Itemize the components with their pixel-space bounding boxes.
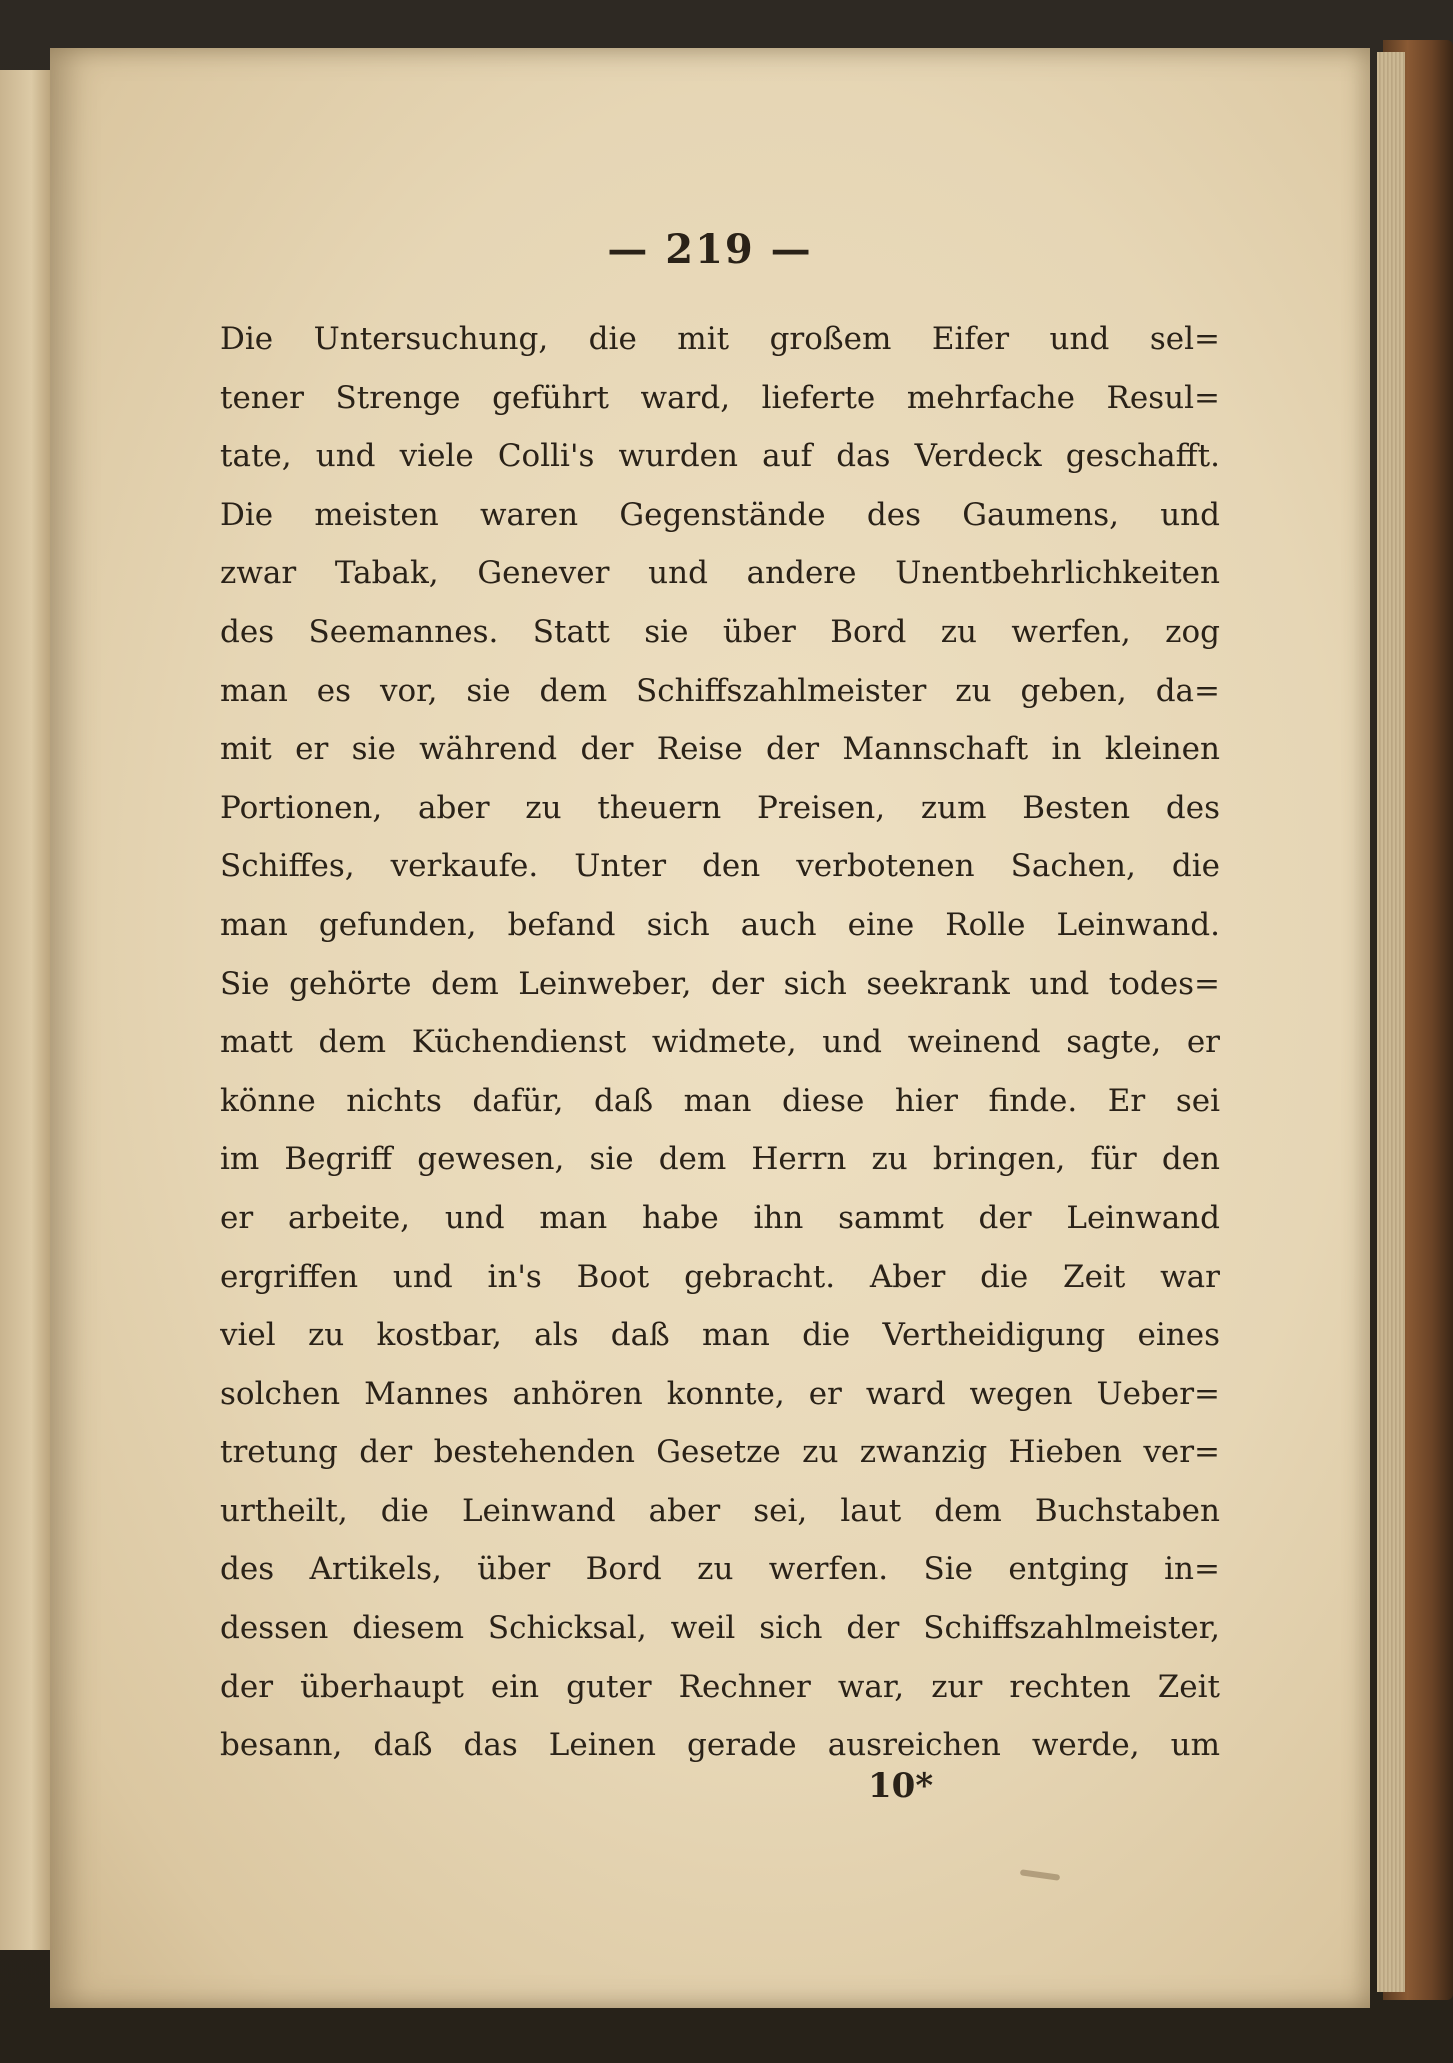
text-line: ergriffen und in's Boot gebracht. Aber die Zeit war xyxy=(220,1258,1220,1295)
text-line: matt dem Küchendienst widmete, und weinend sagte, er xyxy=(220,1024,1220,1061)
text-line: zwar Tabak, Genever und andere Unentbehrlichkeiten xyxy=(220,555,1220,592)
text-line: Sie gehörte dem Leinweber, der sich seekrank und todes= xyxy=(220,965,1220,1002)
text-line: mit er sie während der Reise der Mannschaft in kleinen xyxy=(220,731,1220,768)
text-line: könne nichts dafür, daß man diese hier finde. Er sei xyxy=(220,1082,1220,1119)
text-line: solchen Mannes anhören konnte, er ward wegen Ueber= xyxy=(220,1375,1220,1412)
text-line: Schiffes, verkaufe. Unter den verbotenen Sachen, die xyxy=(220,848,1220,885)
text-line: dessen diesem Schicksal, weil sich der Schiffszahlmeister, xyxy=(220,1610,1220,1647)
text-line: besann, daß das Leinen gerade ausreichen werde, um xyxy=(220,1727,1220,1764)
text-line: Die meisten waren Gegenstände des Gaumens, und xyxy=(220,496,1220,533)
text-line: tate, und viele Colli's wurden auf das Verdeck geschafft. xyxy=(220,438,1220,475)
text-line: man gefunden, befand sich auch eine Rolle Leinwand. xyxy=(220,906,1220,943)
left-page-edge xyxy=(0,70,54,1950)
body-text xyxy=(220,310,1220,1775)
text-line: des Seemannes. Statt sie über Bord zu werfen, zog xyxy=(220,613,1220,650)
page-number: — 219 — xyxy=(607,226,813,273)
text-line: Portionen, aber zu theuern Preisen, zum Besten des xyxy=(220,789,1220,826)
text-line: er arbeite, und man habe ihn sammt der Leinwand xyxy=(220,1199,1220,1236)
text-line: der überhaupt ein guter Rechner war, zur rechten Zeit xyxy=(220,1668,1220,1705)
page-stack-edge xyxy=(1377,52,1405,1992)
text-line: tener Strenge geführt ward, lieferte mehrfache Resul= xyxy=(220,379,1220,416)
book-page xyxy=(50,48,1370,2008)
text-line: des Artikels, über Bord zu werfen. Sie entging in= xyxy=(220,1551,1220,1588)
text-line: man es vor, sie dem Schiffszahlmeister zu geben, da= xyxy=(220,672,1220,709)
text-line: viel zu kostbar, als daß man die Vertheidigung eines xyxy=(220,1317,1220,1354)
text-line: tretung der bestehenden Gesetze zu zwanzig Hieben ver= xyxy=(220,1434,1220,1471)
signature-mark: 10* xyxy=(868,1766,934,1806)
text-line: Die Untersuchung, die mit großem Eifer und sel= xyxy=(220,321,1220,357)
text-line: urtheilt, die Leinwand aber sei, laut dem Buchstaben xyxy=(220,1492,1220,1529)
text-line: im Begriff gewesen, sie dem Herrn zu bringen, für den xyxy=(220,1141,1220,1178)
